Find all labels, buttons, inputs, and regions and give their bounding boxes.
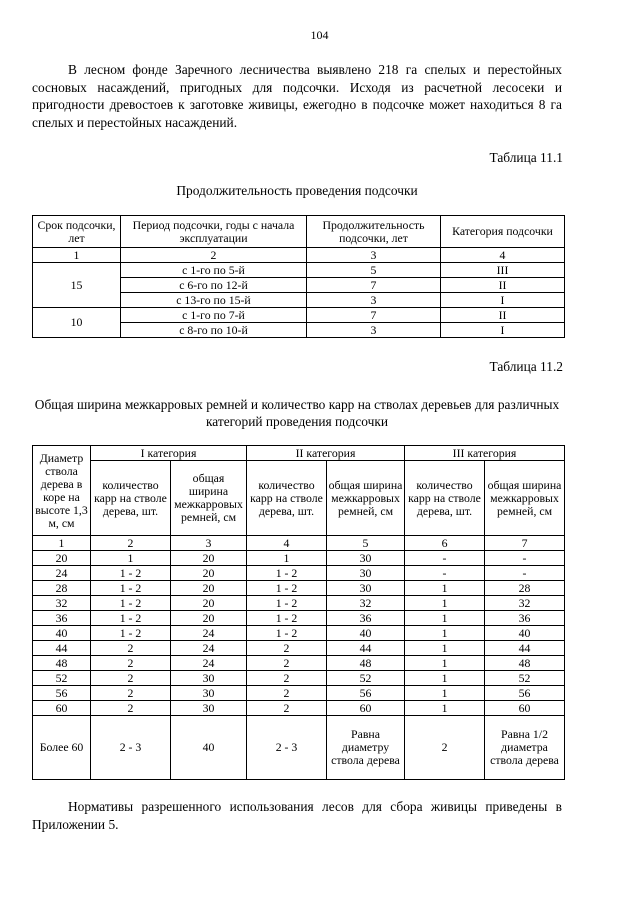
table-cell: 1 - 2 — [247, 611, 327, 626]
table-cell: 1 — [405, 581, 485, 596]
header-strip-width: общая ширина межкарровых ремней, см — [171, 461, 247, 536]
table-cell: 2 — [91, 656, 171, 671]
table-cell: 24 — [171, 626, 247, 641]
table-cell: Равна диаметру ствола дерева — [327, 716, 405, 780]
closing-paragraph: Нормативы разрешенного использования лесов для сбора живицы приведены в Приложении 5. — [32, 799, 562, 832]
header-strip-width: общая ширина межкарровых ремней, см — [485, 461, 565, 536]
table-cell: 28 — [33, 581, 91, 596]
table-cell: 56 — [327, 686, 405, 701]
table-cell: 1 - 2 — [91, 611, 171, 626]
table-cell: 1 - 2 — [247, 581, 327, 596]
table-cell: 1 — [405, 626, 485, 641]
table-cell: 32 — [33, 596, 91, 611]
table-1-column-numbers — [33, 248, 565, 263]
table-cell: 40 — [33, 626, 91, 641]
table-cell: 40 — [327, 626, 405, 641]
table-cell: 2 — [247, 686, 327, 701]
table-cell: 2 — [247, 641, 327, 656]
header-diameter: Диаметр ствола дерева в коре на высоте 1,3 м, см — [33, 446, 91, 536]
table-cell: 2 - 3 — [91, 716, 171, 780]
category-cell: II — [441, 278, 565, 293]
table-cell: 1 — [91, 551, 171, 566]
table-cell: 48 — [485, 656, 565, 671]
table-cell: 1 — [405, 641, 485, 656]
table-cell: 28 — [485, 581, 565, 596]
table-row — [33, 656, 565, 671]
table-cell: 30 — [327, 581, 405, 596]
period-cell: с 6-го по 12-й — [121, 278, 307, 293]
table-cell: 1 — [405, 671, 485, 686]
table-row — [33, 566, 565, 581]
header-tap-count: количество карр на стволе дерева, шт. — [91, 461, 171, 536]
table-row — [33, 596, 565, 611]
table-cell: 1 - 2 — [247, 596, 327, 611]
table-cell: 56 — [33, 686, 91, 701]
table-1-title: Продолжительность проведения подсочки — [176, 183, 418, 198]
category-cell: II — [441, 308, 565, 323]
table-cell: 1 - 2 — [91, 626, 171, 641]
table-cell: 48 — [327, 656, 405, 671]
table-cell: 2 — [91, 686, 171, 701]
table-cell: 60 — [327, 701, 405, 716]
table-cell: 30 — [171, 701, 247, 716]
header-tapping-category: Категория подсочки — [441, 216, 565, 248]
table-cell: 2 - 3 — [247, 716, 327, 780]
table-cell: 20 — [171, 581, 247, 596]
col-number: 7 — [485, 536, 565, 551]
table-cell: 30 — [327, 551, 405, 566]
period-cell: с 13-го по 15-й — [121, 293, 307, 308]
table-cell: 36 — [327, 611, 405, 626]
table-cell: - — [485, 566, 565, 581]
table-cell: 44 — [33, 641, 91, 656]
table-cell: 52 — [327, 671, 405, 686]
header-category-1: I категория — [91, 446, 247, 461]
header-tapping-period: Период подсочки, годы с начала эксплуатации — [121, 216, 307, 248]
table-cell: 30 — [171, 671, 247, 686]
table-cell: 44 — [485, 641, 565, 656]
duration-cell: 7 — [307, 308, 441, 323]
table-cell: 1 - 2 — [91, 581, 171, 596]
table-cell: 1 — [405, 701, 485, 716]
table-cell: 40 — [171, 716, 247, 780]
table-cell: 36 — [485, 611, 565, 626]
table-cell: 1 - 2 — [91, 596, 171, 611]
table-row — [33, 263, 565, 278]
col-number: 5 — [327, 536, 405, 551]
table-cell: 2 — [91, 671, 171, 686]
tapping-duration-table — [32, 215, 565, 338]
table-cell: 40 — [485, 626, 565, 641]
duration-cell: 7 — [307, 278, 441, 293]
header-strip-width: общая ширина межкарровых ремней, см — [327, 461, 405, 536]
table-cell: - — [405, 551, 485, 566]
period-cell: с 8-го по 10-й — [121, 323, 307, 338]
table-cell: 48 — [33, 656, 91, 671]
table-cell: 20 — [171, 611, 247, 626]
col-number: 2 — [121, 248, 307, 263]
table-2-body — [33, 536, 565, 780]
table-cell: 1 — [405, 611, 485, 626]
table-row — [33, 686, 565, 701]
table-cell: 24 — [33, 566, 91, 581]
col-number: 1 — [33, 248, 121, 263]
table-cell: - — [485, 551, 565, 566]
col-number: 4 — [247, 536, 327, 551]
table-cell: 20 — [33, 551, 91, 566]
duration-cell: 3 — [307, 293, 441, 308]
table-row — [33, 581, 565, 596]
table-cell: 60 — [33, 701, 91, 716]
duration-cell: 3 — [307, 323, 441, 338]
table-2-title: Общая ширина межкарровых ремней и количество карр на стволах деревьев для различных категорий проведения подсочки — [34, 397, 560, 429]
table-cell: 2 — [247, 656, 327, 671]
category-cell: I — [441, 293, 565, 308]
table-cell: 1 — [405, 596, 485, 611]
table-cell: 2 — [91, 701, 171, 716]
table-cell: 56 — [485, 686, 565, 701]
header-category-3: III категория — [405, 446, 565, 461]
table-cell: 60 — [485, 701, 565, 716]
table-2-category-row — [33, 446, 565, 461]
table-row — [33, 611, 565, 626]
table-cell: 2 — [247, 701, 327, 716]
table-cell: 20 — [171, 566, 247, 581]
table-row — [33, 626, 565, 641]
header-tapping-duration: Продолжительность подсочки, лет — [307, 216, 441, 248]
table-row — [33, 671, 565, 686]
col-number: 3 — [307, 248, 441, 263]
header-category-2: II категория — [247, 446, 405, 461]
table-row — [33, 641, 565, 656]
duration-cell: 5 — [307, 263, 441, 278]
table-cell: 2 — [247, 671, 327, 686]
period-cell: с 1-го по 5-й — [121, 263, 307, 278]
header-tap-count: количество карр на стволе дерева, шт. — [247, 461, 327, 536]
term-cell: 15 — [33, 263, 121, 308]
table-cell: 24 — [171, 641, 247, 656]
page-number: 104 — [310, 28, 329, 42]
table-2-caption: Таблица 11.2 — [489, 359, 563, 374]
header-tapping-term: Срок подсочки, лет — [33, 216, 121, 248]
table-cell: Равна 1/2 диаметра ствола дерева — [485, 716, 565, 780]
tapping-width-table — [32, 445, 565, 780]
table-cell: 20 — [171, 551, 247, 566]
table-cell: 20 — [171, 596, 247, 611]
table-cell: 30 — [327, 566, 405, 581]
table-cell: 44 — [327, 641, 405, 656]
table-cell: 24 — [171, 656, 247, 671]
table-cell: 36 — [33, 611, 91, 626]
table-cell: 1 - 2 — [247, 626, 327, 641]
col-number: 1 — [33, 536, 91, 551]
table-2-column-numbers — [33, 536, 565, 551]
table-row — [33, 701, 565, 716]
table-cell: 2 — [91, 641, 171, 656]
table-cell: 1 — [247, 551, 327, 566]
table-row — [33, 308, 565, 323]
table-cell: 30 — [171, 686, 247, 701]
table-cell: - — [405, 566, 485, 581]
category-cell: III — [441, 263, 565, 278]
table-2-subheader-row — [33, 461, 565, 536]
table-cell: 1 — [405, 656, 485, 671]
table-cell: 1 - 2 — [91, 566, 171, 581]
col-number: 3 — [171, 536, 247, 551]
term-cell: 10 — [33, 308, 121, 338]
col-number: 2 — [91, 536, 171, 551]
col-number: 4 — [441, 248, 565, 263]
col-number: 6 — [405, 536, 485, 551]
table-cell: Более 60 — [33, 716, 91, 780]
period-cell: с 1-го по 7-й — [121, 308, 307, 323]
intro-paragraph: В лесном фонде Заречного лесничества выявлено 218 га спелых и перестойных сосновых насаждений, пригодных для подсочки. Исходя из расчетной лесосеки и пригодности древостоев к заготовке живицы, ежегодно в подсочке может находиться 8 га спелых и перестойных насаждений. — [32, 62, 562, 130]
table-cell: 1 - 2 — [247, 566, 327, 581]
table-cell: 52 — [33, 671, 91, 686]
table-cell: 2 — [405, 716, 485, 780]
category-cell: I — [441, 323, 565, 338]
table-1-header-row — [33, 216, 565, 248]
table-row — [33, 551, 565, 566]
table-cell: 32 — [327, 596, 405, 611]
table-row — [33, 716, 565, 780]
table-cell: 1 — [405, 686, 485, 701]
table-cell: 32 — [485, 596, 565, 611]
table-1-caption: Таблица 11.1 — [489, 150, 563, 165]
header-tap-count: количество карр на стволе дерева, шт. — [405, 461, 485, 536]
table-cell: 52 — [485, 671, 565, 686]
